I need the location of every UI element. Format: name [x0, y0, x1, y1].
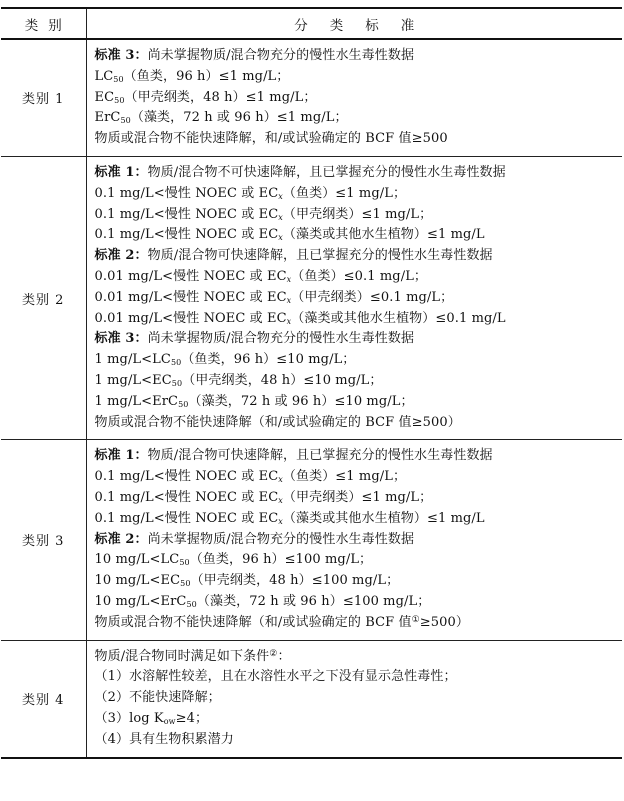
criteria-line	[95, 67, 619, 88]
text-segment: （藻类或其他水生植物）≤1 mg/L	[282, 510, 485, 526]
subscript: x	[278, 233, 283, 243]
criteria-line	[95, 46, 619, 67]
text-segment: （甲壳纲类）≤1 mg/L；	[282, 206, 433, 222]
criteria-cell	[86, 640, 622, 757]
subscript: x	[286, 316, 292, 326]
criteria-line	[95, 688, 619, 709]
text-segment: ≥4；	[175, 710, 209, 726]
text-segment: EC	[94, 89, 115, 105]
table-row	[1, 440, 622, 640]
criteria-line	[95, 184, 619, 205]
subscript: x	[278, 475, 283, 485]
criteria-line	[95, 592, 619, 613]
text-segment: 物质或混合物不能快速降解（和/或试验确定的 BCF 值	[94, 614, 412, 630]
criteria-line	[95, 309, 619, 330]
subscript: x	[278, 191, 283, 201]
text-segment: （2）不能快速降解；	[94, 690, 221, 706]
text-segment: （鱼类）≤0.1 mg/L；	[291, 268, 428, 284]
subscript: 50	[180, 579, 191, 589]
criteria-cell	[86, 440, 622, 640]
criteria-line	[95, 350, 619, 371]
criteria-line	[95, 88, 619, 109]
criteria-line	[95, 509, 619, 530]
criteria-line	[95, 530, 619, 551]
text-segment: （鱼类，96 h）≤1 mg/L；	[123, 68, 290, 84]
text-segment: 物质或混合物不能快速降解，和/或试验确定的 BCF 值≥500	[94, 131, 448, 147]
criteria-line	[95, 129, 619, 150]
text-segment: （甲壳纲类，48 h）≤1 mg/L；	[124, 89, 317, 105]
criteria-line	[95, 371, 619, 392]
criteria-line	[95, 163, 619, 184]
criterion-label: 标准 1：	[94, 448, 148, 464]
text-segment: （甲壳纲类，48 h）≤100 mg/L；	[190, 573, 400, 589]
text-segment: 1 mg/L<LC	[94, 352, 171, 368]
table-row	[1, 39, 622, 156]
criteria-line	[95, 571, 619, 592]
table-header-row	[1, 8, 622, 39]
text-segment: ≥500）	[419, 614, 469, 630]
criteria-line	[95, 246, 619, 267]
text-segment: （鱼类，96 h）≤100 mg/L；	[189, 552, 373, 568]
subscript: 50	[178, 399, 189, 409]
text-segment: （鱼类）≤1 mg/L；	[282, 185, 407, 201]
text-segment: 物质/混合物同时满足如下条件	[94, 648, 270, 664]
criteria-line	[95, 205, 619, 226]
text-segment: （藻类或其他水生植物）≤1 mg/L	[282, 227, 485, 243]
text-segment: 物质/混合物可快速降解，且已掌握充分的慢性水生毒性数据	[147, 248, 493, 264]
criteria-line	[95, 329, 619, 350]
text-segment: 物质或混合物不能快速降解（和/或试验确定的 BCF 值≥500）	[94, 414, 461, 430]
table-row	[1, 640, 622, 757]
text-segment: 10 mg/L<ErC	[94, 593, 187, 609]
subscript: x	[278, 516, 283, 526]
text-segment: （藻类，72 h 或 96 h）≤100 mg/L；	[196, 593, 431, 609]
subscript: 50	[120, 116, 131, 126]
criteria-line	[95, 709, 619, 730]
criteria-line	[95, 446, 619, 467]
subscript: 50	[114, 95, 125, 105]
text-segment: （藻类，72 h 或 96 h）≤1 mg/L；	[130, 110, 348, 126]
text-segment: （甲壳纲类）≤1 mg/L；	[282, 489, 433, 505]
text-segment: 0.01 mg/L<慢性 NOEC 或 EC	[94, 289, 287, 305]
subscript: 50	[171, 378, 183, 388]
text-segment: 0.1 mg/L<慢性 NOEC 或 EC	[94, 489, 279, 505]
text-segment: （3）log K	[94, 710, 164, 726]
text-segment: （甲壳纲类）≤0.1 mg/L；	[291, 289, 454, 305]
text-segment: 0.01 mg/L<慢性 NOEC 或 EC	[94, 310, 287, 326]
text-segment: 10 mg/L<EC	[94, 573, 181, 589]
table-row	[1, 156, 622, 439]
text-segment: 0.01 mg/L<慢性 NOEC 或 EC	[94, 268, 287, 284]
criteria-line	[95, 267, 619, 288]
subscript: x	[278, 495, 283, 505]
criterion-label: 标准 3：	[94, 48, 148, 63]
criteria-line	[95, 467, 619, 488]
criteria-line	[95, 225, 619, 246]
classification-table	[1, 7, 622, 759]
text-segment: ErC	[94, 110, 121, 126]
text-segment: 1 mg/L<ErC	[94, 393, 179, 409]
category-label: 类别 3	[1, 440, 86, 640]
criteria-line	[95, 613, 619, 634]
criteria-line	[95, 413, 619, 434]
subscript: x	[286, 295, 292, 305]
criteria-line	[95, 108, 619, 129]
category-label: 类别 1	[1, 39, 86, 156]
subscript: x	[278, 212, 283, 222]
subscript: 50	[170, 358, 182, 368]
text-segment: 0.1 mg/L<慢性 NOEC 或 EC	[94, 227, 279, 243]
criteria-line	[95, 488, 619, 509]
subscript: 50	[113, 74, 124, 84]
criteria-line	[95, 647, 619, 668]
criteria-line	[95, 288, 619, 309]
text-segment: （鱼类）≤1 mg/L；	[282, 469, 407, 485]
text-segment: （藻类，72 h 或 96 h）≤10 mg/L；	[188, 393, 414, 409]
criterion-label: 标准 2：	[94, 531, 148, 547]
criteria-line	[95, 730, 619, 751]
text-segment: 1 mg/L<EC	[94, 372, 172, 388]
text-segment: 0.1 mg/L<慢性 NOEC 或 EC	[94, 206, 279, 222]
header-category: 类别	[1, 8, 86, 39]
text-segment: 尚未掌握物质/混合物充分的慢性水生毒性数据	[147, 48, 415, 63]
text-segment: 10 mg/L<LC	[94, 552, 180, 568]
criteria-line	[95, 667, 619, 688]
text-segment: （甲壳纲类，48 h）≤10 mg/L；	[182, 372, 383, 388]
text-segment: ：	[277, 648, 291, 664]
header-criteria: 分类标准	[86, 8, 622, 39]
text-segment: （1）水溶解性较差，且在水溶性水平之下没有显示急性毒性；	[94, 669, 457, 685]
category-label: 类别 2	[1, 156, 86, 439]
criteria-line	[95, 392, 619, 413]
text-segment: 物质/混合物不可快速降解，且已掌握充分的慢性水生毒性数据	[147, 164, 506, 180]
text-segment: 0.1 mg/L<慢性 NOEC 或 EC	[94, 185, 279, 201]
footnote-mark: ②	[269, 648, 278, 659]
criterion-label: 标准 3：	[94, 331, 148, 347]
criteria-cell	[86, 156, 622, 439]
footnote-mark: ①	[411, 614, 420, 625]
criterion-label: 标准 2：	[94, 248, 148, 264]
subscript: x	[286, 274, 292, 284]
criteria-cell	[86, 39, 622, 156]
text-segment: （藻类或其他水生植物）≤0.1 mg/L	[291, 310, 506, 326]
criteria-line	[95, 550, 619, 571]
text-segment: 0.1 mg/L<慢性 NOEC 或 EC	[94, 510, 279, 526]
criterion-label: 标准 1：	[94, 164, 148, 180]
text-segment: 物质/混合物可快速降解，且已掌握充分的慢性水生毒性数据	[147, 448, 493, 464]
subscript: ow	[163, 716, 176, 726]
text-segment: 尚未掌握物质/混合物充分的慢性水生毒性数据	[147, 331, 415, 347]
subscript: 50	[179, 558, 190, 568]
text-segment: （4）具有生物积累潜力	[94, 731, 234, 747]
text-segment: 0.1 mg/L<慢性 NOEC 或 EC	[94, 469, 279, 485]
text-segment: 尚未掌握物质/混合物充分的慢性水生毒性数据	[147, 531, 415, 547]
text-segment: LC	[94, 68, 114, 84]
category-label: 类别 4	[1, 640, 86, 757]
text-segment: （鱼类，96 h）≤10 mg/L；	[181, 352, 356, 368]
subscript: 50	[186, 599, 197, 609]
